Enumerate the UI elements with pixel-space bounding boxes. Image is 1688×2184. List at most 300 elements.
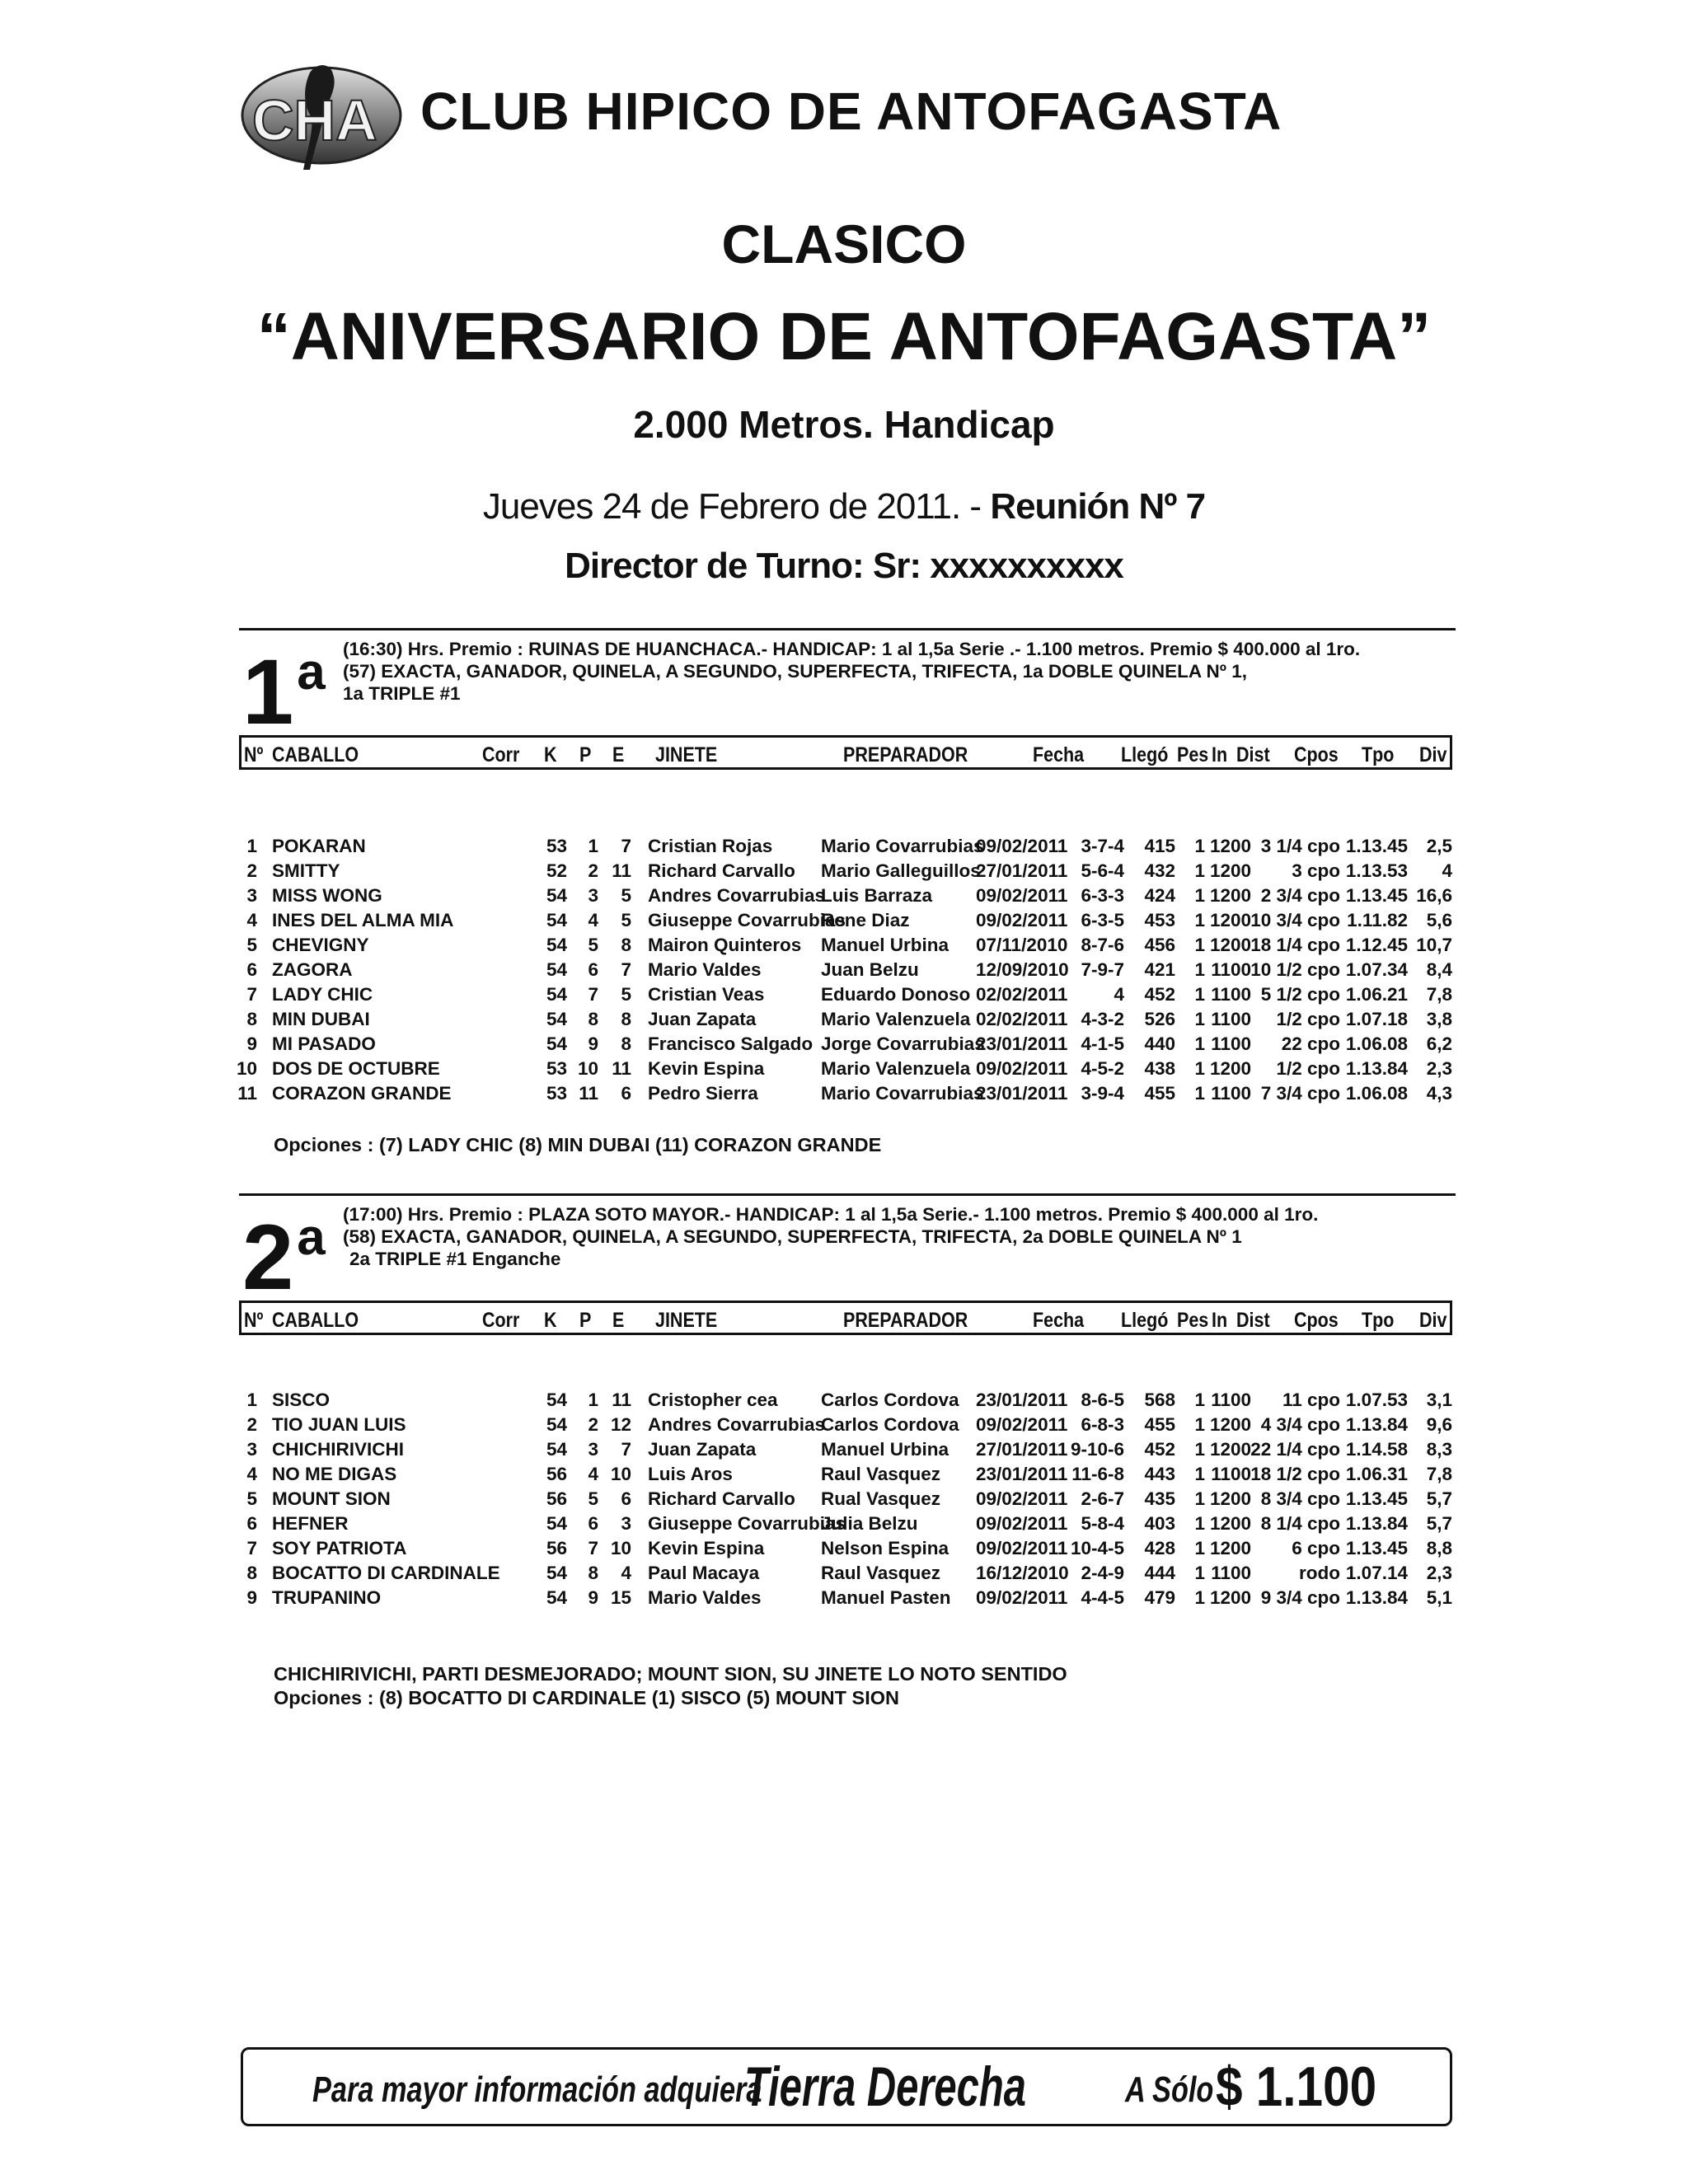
cell-distance: 1100 (1211, 1464, 1251, 1484)
cell-time: 1.13.45 (1345, 885, 1408, 906)
cell-arrival: 11-6-8 (1071, 1464, 1124, 1484)
cell-horse: MIN DUBAI (272, 1009, 370, 1029)
table-row (0, 935, 1688, 959)
cell-distance: 1100 (1211, 1390, 1251, 1410)
cell-lengths: 8 3/4 cpo (1260, 1488, 1340, 1509)
column-header: Corr (482, 1309, 520, 1332)
cell-time: 1.14.58 (1345, 1439, 1408, 1460)
cell-jockey: Kevin Espina (648, 1058, 765, 1079)
cell-corr: 54 (546, 1009, 567, 1029)
table-row (0, 1439, 1688, 1464)
race-number-ordinal: a (297, 644, 326, 701)
cell-horse: DOS DE OCTUBRE (272, 1058, 440, 1079)
cell-dividend: 2,3 (1426, 1563, 1452, 1583)
cell-p: 11 (612, 860, 631, 881)
cell-distance: 1200 (1209, 1513, 1251, 1534)
cell-k: 11 (579, 1083, 598, 1104)
cell-horse: CHEVIGNY (272, 935, 369, 955)
cell-p: 5 (621, 885, 631, 906)
cell-corr: 53 (546, 836, 567, 856)
cell-in: 1 (1194, 1464, 1205, 1484)
cell-time: 1.07.34 (1345, 959, 1408, 980)
cell-date: 09/02/2011 (976, 1587, 1068, 1608)
column-header: JINETE (655, 743, 718, 766)
cell-corr: 54 (546, 1587, 567, 1608)
cell-corr: 54 (546, 959, 567, 980)
cell-distance: 1200 (1209, 1538, 1251, 1558)
cell-dividend: 2,5 (1426, 836, 1452, 856)
cell-time: 1.06.08 (1345, 1083, 1408, 1104)
cell-in: 1 (1194, 836, 1205, 856)
cell-number: 4 (246, 1464, 257, 1484)
cell-weight: 568 (1144, 1390, 1175, 1410)
race-info-line2: (57) EXACTA, GANADOR, QUINELA, A SEGUNDO, SUPERFECTA, TRIFECTA, 1a DOBLE QUINELA Nº 1, (343, 661, 1248, 682)
cell-trainer: Mario Covarrubias (821, 1083, 984, 1104)
cell-time: 1.06.08 (1345, 1033, 1408, 1054)
race-info-line1: (17:00) Hrs. Premio : PLAZA SOTO MAYOR.- HANDICAP: 1 al 1,5a Serie.- 1.100 metros. Premio $ 400.000 al 1ro. (343, 1204, 1319, 1225)
cell-number: 2 (246, 860, 257, 881)
cell-weight: 424 (1144, 885, 1175, 906)
cell-weight: 453 (1144, 910, 1175, 930)
cell-p: 12 (610, 1414, 631, 1435)
cell-jockey: Cristian Veas (648, 984, 765, 1005)
cell-k: 7 (588, 1538, 598, 1558)
cell-dividend: 6,2 (1426, 1033, 1452, 1054)
cell-date: 09/02/2011 (976, 1488, 1068, 1509)
cell-weight: 438 (1144, 1058, 1175, 1079)
cell-dividend: 3,8 (1426, 1009, 1452, 1029)
cell-p: 11 (612, 1058, 631, 1079)
cell-weight: 444 (1144, 1563, 1175, 1583)
cell-time: 1.13.84 (1345, 1058, 1408, 1079)
cell-distance: 1100 (1211, 1083, 1251, 1104)
cell-corr: 54 (546, 1439, 567, 1460)
cell-in: 1 (1194, 1058, 1205, 1079)
cell-dividend: 9,6 (1426, 1414, 1452, 1435)
cell-k: 2 (588, 1414, 598, 1435)
cell-in: 1 (1194, 935, 1205, 955)
cell-distance: 1200 (1209, 836, 1251, 856)
cell-number: 4 (246, 910, 257, 930)
cell-k: 9 (588, 1587, 598, 1608)
cell-date: 09/02/2011 (976, 1538, 1068, 1558)
cell-number: 2 (246, 1414, 257, 1435)
cell-weight: 428 (1144, 1538, 1175, 1558)
cell-in: 1 (1194, 984, 1205, 1005)
cell-date: 09/02/2011 (976, 1414, 1068, 1435)
race-options: Opciones : (7) LADY CHIC (8) MIN DUBAI (11) CORAZON GRANDE (274, 1134, 882, 1155)
cell-arrival: 6-3-3 (1081, 885, 1124, 906)
column-header: Llegó (1121, 743, 1169, 766)
cell-trainer: Nelson Espina (821, 1538, 950, 1558)
cell-jockey: Richard Carvallo (648, 1488, 795, 1509)
cell-lengths: rodo (1299, 1563, 1340, 1583)
cell-k: 6 (588, 1513, 598, 1534)
cell-arrival: 8-6-5 (1081, 1390, 1124, 1410)
cell-dividend: 3,1 (1426, 1390, 1452, 1410)
cell-horse: MISS WONG (272, 885, 382, 906)
cell-arrival: 4-1-5 (1081, 1033, 1124, 1054)
cell-weight: 415 (1144, 836, 1175, 856)
cell-in: 1 (1194, 1414, 1205, 1435)
race-number-ordinal: a (297, 1209, 326, 1266)
table-row (0, 1414, 1688, 1439)
cell-trainer: Manuel Urbina (821, 1439, 950, 1460)
cell-date: 02/02/2011 (976, 984, 1068, 1005)
cell-p: 10 (610, 1538, 631, 1558)
cell-horse: CHICHIRIVICHI (272, 1439, 405, 1460)
cell-weight: 435 (1144, 1488, 1175, 1509)
race-number (242, 1206, 326, 1309)
banner-price: $ 1.100 (1216, 2055, 1377, 2118)
column-header: P (579, 1309, 592, 1332)
cell-arrival: 5-6-4 (1081, 860, 1124, 881)
cell-time: 1.13.45 (1345, 1488, 1408, 1509)
cell-arrival: 10-4-5 (1070, 1538, 1124, 1558)
cell-lengths: 7 3/4 cpo (1260, 1083, 1340, 1104)
table-row (0, 1009, 1688, 1033)
cell-jockey: Andres Covarrubias (648, 1414, 826, 1435)
table-row (0, 860, 1688, 885)
cell-date: 02/02/2011 (976, 1009, 1068, 1029)
race-number-digit: 2 (242, 1206, 294, 1309)
cell-k: 4 (588, 1464, 598, 1484)
cell-p: 6 (621, 1488, 631, 1509)
cell-arrival: 4-4-5 (1081, 1587, 1124, 1608)
cell-horse: INES DEL ALMA MIA (272, 910, 454, 930)
cell-horse: TRUPANINO (272, 1587, 382, 1608)
cell-jockey: Juan Zapata (648, 1009, 757, 1029)
cell-distance: 1200 (1209, 1587, 1251, 1608)
cell-jockey: Pedro Sierra (648, 1083, 758, 1104)
column-header: Cpos (1294, 743, 1339, 766)
cell-distance: 1100 (1211, 1033, 1251, 1054)
column-header: Tpo (1362, 1309, 1395, 1332)
cell-trainer: Mario Covarrubias (821, 836, 984, 856)
cell-in: 1 (1194, 1439, 1205, 1460)
column-header: PREPARADOR (843, 1309, 968, 1332)
race-divider (239, 1193, 1456, 1196)
cell-dividend: 5,7 (1426, 1488, 1452, 1509)
cell-dividend: 4 (1442, 860, 1452, 881)
cell-jockey: Mario Valdes (648, 959, 762, 980)
cell-distance: 1100 (1211, 1009, 1251, 1029)
cell-weight: 452 (1144, 984, 1175, 1005)
cell-k: 10 (577, 1058, 598, 1079)
cell-lengths: 3 cpo (1292, 860, 1340, 881)
cell-time: 1.07.14 (1345, 1563, 1408, 1583)
cell-in: 1 (1194, 1513, 1205, 1534)
cell-distance: 1200 (1209, 935, 1251, 955)
cell-date: 27/01/2011 (976, 860, 1068, 881)
cell-k: 4 (588, 910, 598, 930)
cell-lengths: 18 1/4 cpo (1250, 935, 1340, 955)
column-header: K (544, 743, 557, 766)
cell-in: 1 (1194, 959, 1205, 980)
cell-trainer: Rual Vasquez (821, 1488, 941, 1509)
cell-trainer: Mario Galleguillos (821, 860, 981, 881)
cell-trainer: Carlos Cordova (821, 1414, 959, 1435)
cell-jockey: Richard Carvallo (648, 860, 795, 881)
cell-dividend: 16,6 (1416, 885, 1452, 906)
cell-jockey: Cristian Rojas (648, 836, 773, 856)
column-header: Nº (244, 743, 264, 766)
cell-date: 23/01/2011 (976, 1033, 1068, 1054)
cell-distance: 1200 (1209, 885, 1251, 906)
cell-trainer: Juan Belzu (821, 959, 919, 980)
column-header: Fecha (1033, 1309, 1085, 1332)
cell-weight: 456 (1144, 935, 1175, 955)
cell-trainer: Raul Vasquez (821, 1464, 941, 1484)
cell-number: 3 (246, 885, 257, 906)
cell-weight: 421 (1144, 959, 1175, 980)
banner-publication: Tierra Derecha (744, 2055, 1027, 2118)
column-header: E (612, 743, 625, 766)
cell-corr: 56 (546, 1538, 567, 1558)
cell-arrival: 3-9-4 (1081, 1083, 1124, 1104)
cell-lengths: 4 3/4 cpo (1260, 1414, 1340, 1435)
cell-time: 1.07.53 (1345, 1390, 1408, 1410)
event-title: “ANIVERSARIO DE ANTOFAGASTA” (256, 299, 1432, 374)
cell-trainer: Manuel Pasten (821, 1587, 951, 1608)
cell-lengths: 1/2 cpo (1276, 1009, 1340, 1029)
cell-number: 10 (236, 1058, 257, 1079)
cell-time: 1.13.84 (1345, 1513, 1408, 1534)
cell-corr: 53 (546, 1083, 567, 1104)
banner-text: Para mayor información adquiera (312, 2069, 762, 2110)
cell-horse: POKARAN (272, 836, 366, 856)
cell-horse: SOY PATRIOTA (272, 1538, 407, 1558)
cell-time: 1.13.84 (1345, 1414, 1408, 1435)
cell-number: 8 (246, 1563, 257, 1583)
cell-distance: 1200 (1209, 1058, 1251, 1079)
cell-corr: 56 (546, 1464, 567, 1484)
race-info-line2: (58) EXACTA, GANADOR, QUINELA, A SEGUNDO, SUPERFECTA, TRIFECTA, 2a DOBLE QUINELA Nº 1 (343, 1226, 1242, 1247)
cell-p: 8 (621, 1033, 631, 1054)
cell-p: 15 (610, 1587, 631, 1608)
results-table-header (239, 735, 1452, 770)
cell-in: 1 (1194, 1390, 1205, 1410)
cell-weight: 526 (1144, 1009, 1175, 1029)
cell-number: 8 (246, 1009, 257, 1029)
cell-dividend: 7,8 (1426, 1464, 1452, 1484)
cell-corr: 56 (546, 1488, 567, 1509)
cell-p: 8 (621, 1009, 631, 1029)
column-header: Llegó (1121, 1309, 1169, 1332)
cell-dividend: 8,8 (1426, 1538, 1452, 1558)
cell-weight: 440 (1144, 1033, 1175, 1054)
cell-corr: 54 (546, 1563, 567, 1583)
cell-dividend: 8,4 (1426, 959, 1452, 980)
cell-k: 5 (588, 935, 598, 955)
cell-weight: 403 (1144, 1513, 1175, 1534)
cell-distance: 1200 (1209, 1488, 1251, 1509)
cell-lengths: 22 cpo (1281, 1033, 1340, 1054)
cell-date: 09/02/2011 (976, 836, 1068, 856)
cell-lengths: 9 3/4 cpo (1260, 1587, 1340, 1608)
cell-date: 23/01/2011 (976, 1464, 1068, 1484)
table-row (0, 1513, 1688, 1538)
cell-number: 7 (246, 984, 257, 1005)
cell-trainer: Manuel Urbina (821, 935, 950, 955)
cell-lengths: 10 1/2 cpo (1250, 959, 1340, 980)
cell-jockey: Cristopher cea (648, 1390, 778, 1410)
cell-date: 27/01/2011 (976, 1439, 1068, 1460)
table-row (0, 1058, 1688, 1083)
cell-lengths: 1/2 cpo (1276, 1058, 1340, 1079)
cell-corr: 54 (546, 984, 567, 1005)
cell-time: 1.13.45 (1345, 836, 1408, 856)
results-table-header (239, 1301, 1452, 1335)
race-info-line1: (16:30) Hrs. Premio : RUINAS DE HUANCHACA.- HANDICAP: 1 al 1,5a Serie .- 1.100 metros. Premio $ 400.000 al 1ro. (343, 639, 1361, 659)
cell-trainer: Carlos Cordova (821, 1390, 959, 1410)
column-header: PREPARADOR (843, 743, 968, 766)
cell-number: 7 (246, 1538, 257, 1558)
cell-lengths: 10 3/4 cpo (1250, 910, 1340, 930)
cell-p: 3 (621, 1513, 631, 1534)
cell-date: 23/01/2011 (976, 1083, 1068, 1104)
cell-jockey: Francisco Salgado (648, 1033, 814, 1054)
cell-corr: 54 (546, 935, 567, 955)
cell-jockey: Giuseppe Covarrubias (648, 1513, 846, 1534)
cell-dividend: 2,3 (1426, 1058, 1452, 1079)
cell-p: 7 (621, 836, 631, 856)
cell-k: 6 (588, 959, 598, 980)
cell-k: 3 (588, 885, 598, 906)
cell-weight: 479 (1144, 1587, 1175, 1608)
cell-horse: HEFNER (272, 1513, 349, 1534)
cell-in: 1 (1194, 910, 1205, 930)
cell-corr: 54 (546, 910, 567, 930)
cell-jockey: Giuseppe Covarrubias (648, 910, 846, 930)
club-logo (239, 54, 404, 176)
race-options: Opciones : (8) BOCATTO DI CARDINALE (1) SISCO (5) MOUNT SION (274, 1687, 899, 1708)
cell-trainer: Eduardo Donoso (821, 984, 971, 1005)
cell-number: 6 (246, 1513, 257, 1534)
cell-arrival: 4-5-2 (1081, 1058, 1124, 1079)
cell-distance: 1200 (1209, 910, 1251, 930)
table-row (0, 1538, 1688, 1563)
cell-trainer: Jorge Covarrubias (821, 1033, 985, 1054)
cell-arrival: 7-9-7 (1081, 959, 1124, 980)
cell-time: 1.07.18 (1345, 1009, 1408, 1029)
cell-in: 1 (1194, 1538, 1205, 1558)
cell-in: 1 (1194, 860, 1205, 881)
column-header: In (1212, 1309, 1228, 1332)
race-info-line3: 1a TRIPLE #1 (343, 683, 461, 704)
cell-date: 07/11/2010 (976, 935, 1068, 955)
cell-time: 1.12.45 (1345, 935, 1408, 955)
column-header: Nº (244, 1309, 264, 1332)
cell-weight: 455 (1144, 1083, 1175, 1104)
cell-p: 11 (612, 1390, 631, 1410)
cell-horse: MOUNT SION (272, 1488, 391, 1509)
race-number-digit: 1 (242, 640, 294, 743)
cell-trainer: Rene Diaz (821, 910, 910, 930)
cell-trainer: Mario Valenzuela (821, 1009, 971, 1029)
cell-horse: TIO JUAN LUIS (272, 1414, 406, 1435)
cell-arrival: 4-3-2 (1081, 1009, 1124, 1029)
column-header: Dist (1236, 743, 1270, 766)
cell-horse: SISCO (272, 1390, 331, 1410)
cell-date: 23/01/2011 (976, 1390, 1068, 1410)
cell-horse: MI PASADO (272, 1033, 376, 1054)
cell-horse: ZAGORA (272, 959, 353, 980)
cell-in: 1 (1194, 885, 1205, 906)
cell-arrival: 3-7-4 (1081, 836, 1124, 856)
cell-number: 3 (246, 1439, 257, 1460)
cell-lengths: 22 1/4 cpo (1250, 1439, 1340, 1460)
event-distance: 2.000 Metros. Handicap (633, 403, 1055, 446)
cell-corr: 52 (546, 860, 567, 881)
cell-time: 1.11.82 (1347, 910, 1408, 930)
director-line: Director de Turno: Sr: xxxxxxxxxx (565, 546, 1123, 586)
cell-distance: 1100 (1211, 959, 1251, 980)
column-header: Corr (482, 743, 520, 766)
cell-distance: 1200 (1209, 860, 1251, 881)
table-row (0, 1488, 1688, 1513)
cell-p: 7 (621, 959, 631, 980)
cell-distance: 1100 (1211, 1563, 1251, 1583)
table-row (0, 1587, 1688, 1612)
cell-arrival: 2-4-9 (1081, 1563, 1124, 1583)
cell-trainer: Luis Barraza (821, 885, 933, 906)
cell-corr: 54 (546, 1513, 567, 1534)
column-header: Pes (1177, 743, 1209, 766)
cell-in: 1 (1194, 1033, 1205, 1054)
cell-number: 9 (246, 1587, 257, 1608)
cell-p: 5 (621, 984, 631, 1005)
cell-horse: SMITTY (272, 860, 340, 881)
cell-lengths: 2 3/4 cpo (1260, 885, 1340, 906)
race-note: CHICHIRIVICHI, PARTI DESMEJORADO; MOUNT SION, SU JINETE LO NOTO SENTIDO (274, 1663, 1067, 1685)
column-header: Cpos (1294, 1309, 1339, 1332)
cell-k: 1 (588, 836, 598, 856)
cell-p: 10 (610, 1464, 631, 1484)
cell-jockey: Mairon Quinteros (648, 935, 802, 955)
table-row (0, 1390, 1688, 1414)
cell-number: 6 (246, 959, 257, 980)
cell-number: 9 (246, 1033, 257, 1054)
cell-p: 5 (621, 910, 631, 930)
table-row (0, 836, 1688, 860)
table-row (0, 910, 1688, 935)
cell-dividend: 5,1 (1426, 1587, 1452, 1608)
cell-p: 6 (621, 1083, 631, 1104)
cell-jockey: Luis Aros (648, 1464, 733, 1484)
cell-trainer: Julia Belzu (821, 1513, 918, 1534)
cell-number: 5 (246, 935, 257, 955)
cell-in: 1 (1194, 1083, 1205, 1104)
cell-corr: 54 (546, 1033, 567, 1054)
cell-k: 9 (588, 1033, 598, 1054)
column-header: Div (1419, 743, 1447, 766)
cell-time: 1.13.53 (1345, 860, 1408, 881)
cell-time: 1.13.84 (1345, 1587, 1408, 1608)
column-header: JINETE (655, 1309, 718, 1332)
event-type: CLASICO (721, 213, 967, 274)
column-header: E (612, 1309, 625, 1332)
cell-p: 4 (621, 1563, 631, 1583)
cell-lengths: 11 cpo (1282, 1390, 1340, 1410)
cell-arrival: 6-8-3 (1081, 1414, 1124, 1435)
cell-date: 09/02/2011 (976, 1513, 1068, 1534)
cell-jockey: Andres Covarrubias (648, 885, 826, 906)
cell-k: 7 (588, 984, 598, 1005)
cell-dividend: 4,3 (1426, 1083, 1452, 1104)
cell-dividend: 5,7 (1426, 1513, 1452, 1534)
cell-time: 1.06.31 (1345, 1464, 1408, 1484)
